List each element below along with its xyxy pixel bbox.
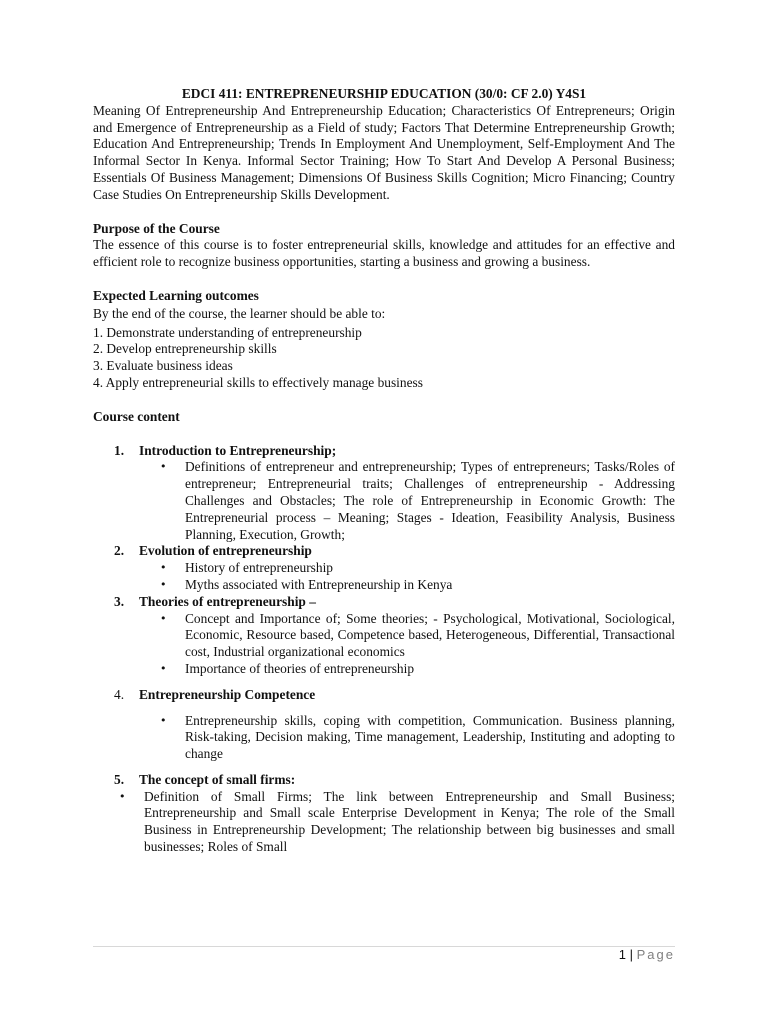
outcome-item: 2. Develop entrepreneurship skills	[93, 341, 277, 357]
bullet-item: • Entrepreneurship skills, coping with competition, Communication. Business planning, Risk-taking, Decision making, Time management, Leadership, Instituting and adopting to change	[139, 713, 675, 763]
bullet-item: • History of entrepreneurship	[139, 560, 675, 577]
topic-list	[93, 443, 675, 856]
topic-bullets	[139, 560, 675, 594]
topic-item	[93, 543, 675, 593]
topic-title: Evolution of entrepreneurship	[139, 543, 312, 559]
document-body	[93, 86, 675, 856]
topic-bullets	[139, 459, 675, 543]
footer-separator: |	[629, 947, 633, 962]
page-footer	[619, 947, 675, 962]
topic-title: Theories of entrepreneurship –	[139, 593, 316, 609]
bullet-item: • Definitions of entrepreneur and entrepreneurship; Types of entrepreneurs; Tasks/Roles of entrepreneur; Entrepreneurial traits; Challenges of entrepreneurship - Addressing Challenges and Obstacles; The role of Entrepreneurship in Economic Growth: The Entrepreneurial process – Meaning; Stages - Ideation, Feasibility Analysis, Business Planning, Execution, Growth;	[139, 459, 675, 543]
topic-bullets	[139, 713, 675, 763]
topic-title: Entrepreneurship Competence	[139, 686, 316, 702]
topic-item	[93, 443, 675, 544]
page-label: Page	[636, 947, 675, 962]
topic-item	[93, 687, 675, 763]
topic-number: 4.	[114, 686, 125, 702]
topic-item	[93, 594, 675, 678]
course-title: EDCI 411: ENTREPRENEURSHIP EDUCATION (30/0: CF 2.0) Y4S1	[181, 86, 587, 101]
outcomes-heading: Expected Learning outcomes	[93, 287, 259, 303]
outcome-item: 3. Evaluate business ideas	[93, 358, 233, 374]
page-number: 1	[618, 947, 626, 962]
purpose-text: The essence of this course is to foster entrepreneurial skills, knowledge and attitudes for an effective and efficient role to recognize business opportunities, starting a business and growing a business.	[93, 237, 675, 270]
bullet-item: • Importance of theories of entrepreneurship	[139, 661, 675, 678]
topic-number: 5.	[114, 771, 125, 787]
bullet-item: • Concept and Importance of; Some theories; - Psychological, Motivational, Sociological, Economic, Resource based, Competence based, Heterogeneous, Differential, Transactional cost, Industrial organizational economics	[139, 611, 675, 661]
outcomes-intro: By the end of the course, the learner should be able to:	[93, 305, 386, 321]
topic-bullets	[139, 611, 675, 678]
topic-title: The concept of small firms:	[139, 771, 296, 787]
topic-item	[93, 772, 675, 856]
course-description: Meaning Of Entrepreneurship And Entrepreneurship Education; Characteristics Of Entrepreneurs; Origin and Emergence of Entrepreneurship as a Field of study; Factors That Determine Entrepreneurship Growth; Education And Entrepreneurship; Trends In Employment And Unemployment, Self-Employment And The Informal Sector In Kenya. Informal Sector Training; How To Start And Develop A Personal Business; Essentials Of Business Management; Dimensions Of Business Skills Cognition; Micro Financing; Country Case Studies On Entrepreneurship Skills Development.	[93, 102, 675, 202]
outcome-item: 1. Demonstrate understanding of entrepreneurship	[93, 324, 362, 340]
outcome-item: 4. Apply entrepreneurial skills to effectively manage business	[93, 374, 423, 390]
topic-number: 1.	[114, 442, 125, 458]
topic-bullets	[118, 789, 675, 856]
purpose-heading: Purpose of the Course	[93, 220, 220, 236]
content-heading: Course content	[93, 408, 180, 424]
topic-number: 2.	[114, 543, 125, 559]
footer-divider	[93, 946, 675, 947]
topic-number: 3.	[114, 593, 125, 609]
bullet-item: • Myths associated with Entrepreneurship in Kenya	[139, 577, 675, 594]
topic-title: Introduction to Entrepreneurship;	[139, 442, 337, 458]
bullet-item: • Definition of Small Firms; The link between Entrepreneurship and Small Business; Entrepreneurship and Small scale Enterprise Development in Kenya; The role of the Small Business in Entrepreneurship Development; The relationship between big businesses and small businesses; Roles of Small	[72, 789, 675, 856]
